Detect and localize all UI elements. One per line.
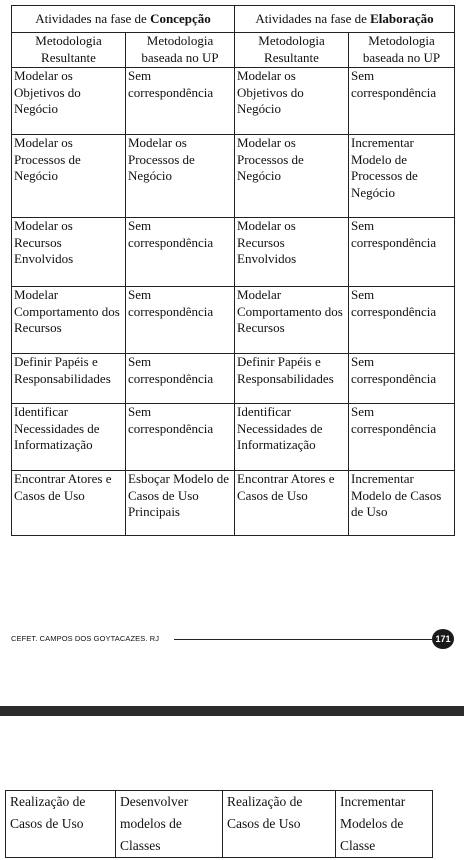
page-number-badge: 171 xyxy=(432,629,454,649)
col-metodologia-resultante-conc: Metodologia Resultante xyxy=(12,33,126,68)
table-cell: Sem correspondência xyxy=(349,218,455,287)
table-cell: Modelar os Objetivos do Negócio xyxy=(235,68,349,135)
table-row xyxy=(12,135,455,218)
table-cell: Definir Papéis e Responsabilidades xyxy=(12,354,126,404)
table-cell: Modelar Comportamento dos Recursos xyxy=(12,287,126,354)
footer-institution: CEFET. CAMPOS DOS GOYTACAZES. RJ xyxy=(11,634,160,643)
table-cell: Sem correspondência xyxy=(126,68,235,135)
table-cell: Sem correspondência xyxy=(349,287,455,354)
table-cell: Identificar Necessidades de Informatização xyxy=(235,404,349,471)
col-metodologia-up-conc: Metodologia baseada no UP xyxy=(126,33,235,68)
table-cell: Sem correspondência xyxy=(126,404,235,471)
table-cell: Incrementar Modelos de Classe xyxy=(336,791,433,858)
table-row xyxy=(12,404,455,471)
table-cell: Sem correspondência xyxy=(349,354,455,404)
table-cell: Identificar Necessidades de Informatização xyxy=(12,404,126,471)
table-cell: Desenvolver modelos de Classes xyxy=(116,791,223,858)
table-cell: Realização de Casos de Uso xyxy=(223,791,336,858)
table-cell: Sem correspondência xyxy=(349,404,455,471)
table-cell: Modelar os Recursos Envolvidos xyxy=(12,218,126,287)
table-row xyxy=(12,68,455,135)
table-cell: Sem correspondência xyxy=(126,218,235,287)
table-cell: Modelar os Processos de Negócio xyxy=(126,135,235,218)
table-cell: Realização de Casos de Uso xyxy=(6,791,116,858)
page-footer xyxy=(11,629,454,649)
page-separator xyxy=(0,706,464,716)
table-cell: Modelar os Processos de Negócio xyxy=(12,135,126,218)
table-cell: Incrementar Modelo de Casos de Uso xyxy=(349,471,455,536)
elaboration-phase-header: Atividades na fase de Elaboração xyxy=(235,6,455,33)
table-cell: Modelar os Processos de Negócio xyxy=(235,135,349,218)
table-cell: Modelar os Objetivos do Negócio xyxy=(12,68,126,135)
table-row xyxy=(12,218,455,287)
col-metodologia-up-elab: Metodologia baseada no UP xyxy=(349,33,455,68)
table-cell: Sem correspondência xyxy=(126,287,235,354)
activities-comparison-table xyxy=(11,5,455,536)
table-cell: Sem correspondência xyxy=(126,354,235,404)
table-cell: Modelar os Recursos Envolvidos xyxy=(235,218,349,287)
col-metodologia-resultante-elab: Metodologia Resultante xyxy=(235,33,349,68)
table-row xyxy=(12,354,455,404)
table-row xyxy=(6,791,433,858)
table-row xyxy=(12,471,455,536)
table-row xyxy=(12,287,455,354)
table-cell: Modelar Comportamento dos Recursos xyxy=(235,287,349,354)
table-cell: Sem correspondência xyxy=(349,68,455,135)
table-cell: Encontrar Atores e Casos de Uso xyxy=(12,471,126,536)
footer-rule xyxy=(174,639,432,640)
table-cell: Incrementar Modelo de Processos de Negócio xyxy=(349,135,455,218)
conception-phase-header: Atividades na fase de Concepção xyxy=(12,6,235,33)
table-cell: Esboçar Modelo de Casos de Uso Principais xyxy=(126,471,235,536)
table-cell: Definir Papéis e Responsabilidades xyxy=(235,354,349,404)
table-cell: Encontrar Atores e Casos de Uso xyxy=(235,471,349,536)
continuation-table xyxy=(5,790,433,858)
